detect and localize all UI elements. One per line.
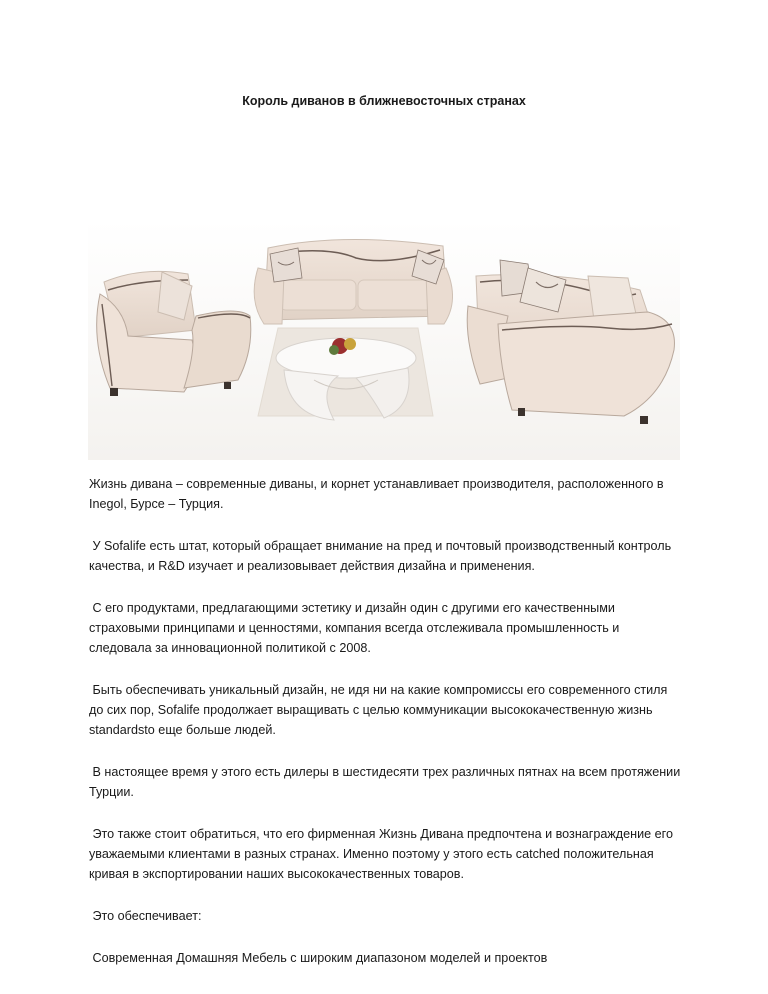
text-line: Быть обеспечивать уникальный дизайн, не идя ни на какие компромиссы его современного стиля: [89, 683, 668, 697]
text-line: standardsto еще больше людей.: [89, 723, 276, 737]
text-line: У Sofalife есть штат, который обращает внимание на пред и почтовый производственный контроль: [89, 539, 672, 553]
text-line: до сих пор, Sofalife продолжает выращивать с целью коммуникации высококачественную жизнь: [89, 703, 653, 717]
page-title: Король диванов в ближневосточных странах: [242, 94, 526, 108]
paragraph: [89, 948, 689, 968]
paragraph: [89, 680, 689, 740]
text-line: С его продуктами, предлагающими эстетику и дизайн один с другими его качественными: [89, 601, 615, 615]
sofa-set-photo: [88, 220, 680, 460]
text-line: кривая в экспортировании наших высококачественных товаров.: [89, 867, 464, 881]
text-line: Inegol, Бурсе – Турция.: [89, 497, 224, 511]
text-line: Это также стоит обратиться, что его фирменная Жизнь Дивана предпочтена и вознаграждение его: [89, 827, 673, 841]
text-line: Это обеспечивает:: [89, 909, 202, 923]
paragraph: [89, 906, 689, 926]
text-line: уважаемыми клиентами в разных странах. Именно поэтому у этого есть catched положительная: [89, 847, 654, 861]
back-sofa: [254, 239, 452, 324]
text-line: Современная Домашняя Мебель с широким диапазоном моделей и проектов: [89, 951, 548, 965]
text-line: страховыми принципами и ценностями, компания всегда отслеживала промышленность и: [89, 621, 620, 635]
text-line: следовала за инновационной политикой с 2008.: [89, 641, 371, 655]
paragraph: [89, 598, 689, 658]
paragraph: [89, 474, 689, 514]
paragraph: [89, 536, 689, 576]
text-line: Турции.: [89, 785, 134, 799]
text-line: В настоящее время у этого есть дилеры в шестидесяти трех различных пятнах на всем протяжении: [89, 765, 681, 779]
body-text: [89, 474, 689, 968]
text-line: Жизнь дивана – современные диваны, и корнет устанавливает производителя, расположенного в: [89, 477, 664, 491]
paragraph: [89, 824, 689, 884]
text-line: качества, и R&D изучает и реализовывает действия дизайна и применения.: [89, 559, 535, 573]
paragraph: [89, 762, 689, 802]
